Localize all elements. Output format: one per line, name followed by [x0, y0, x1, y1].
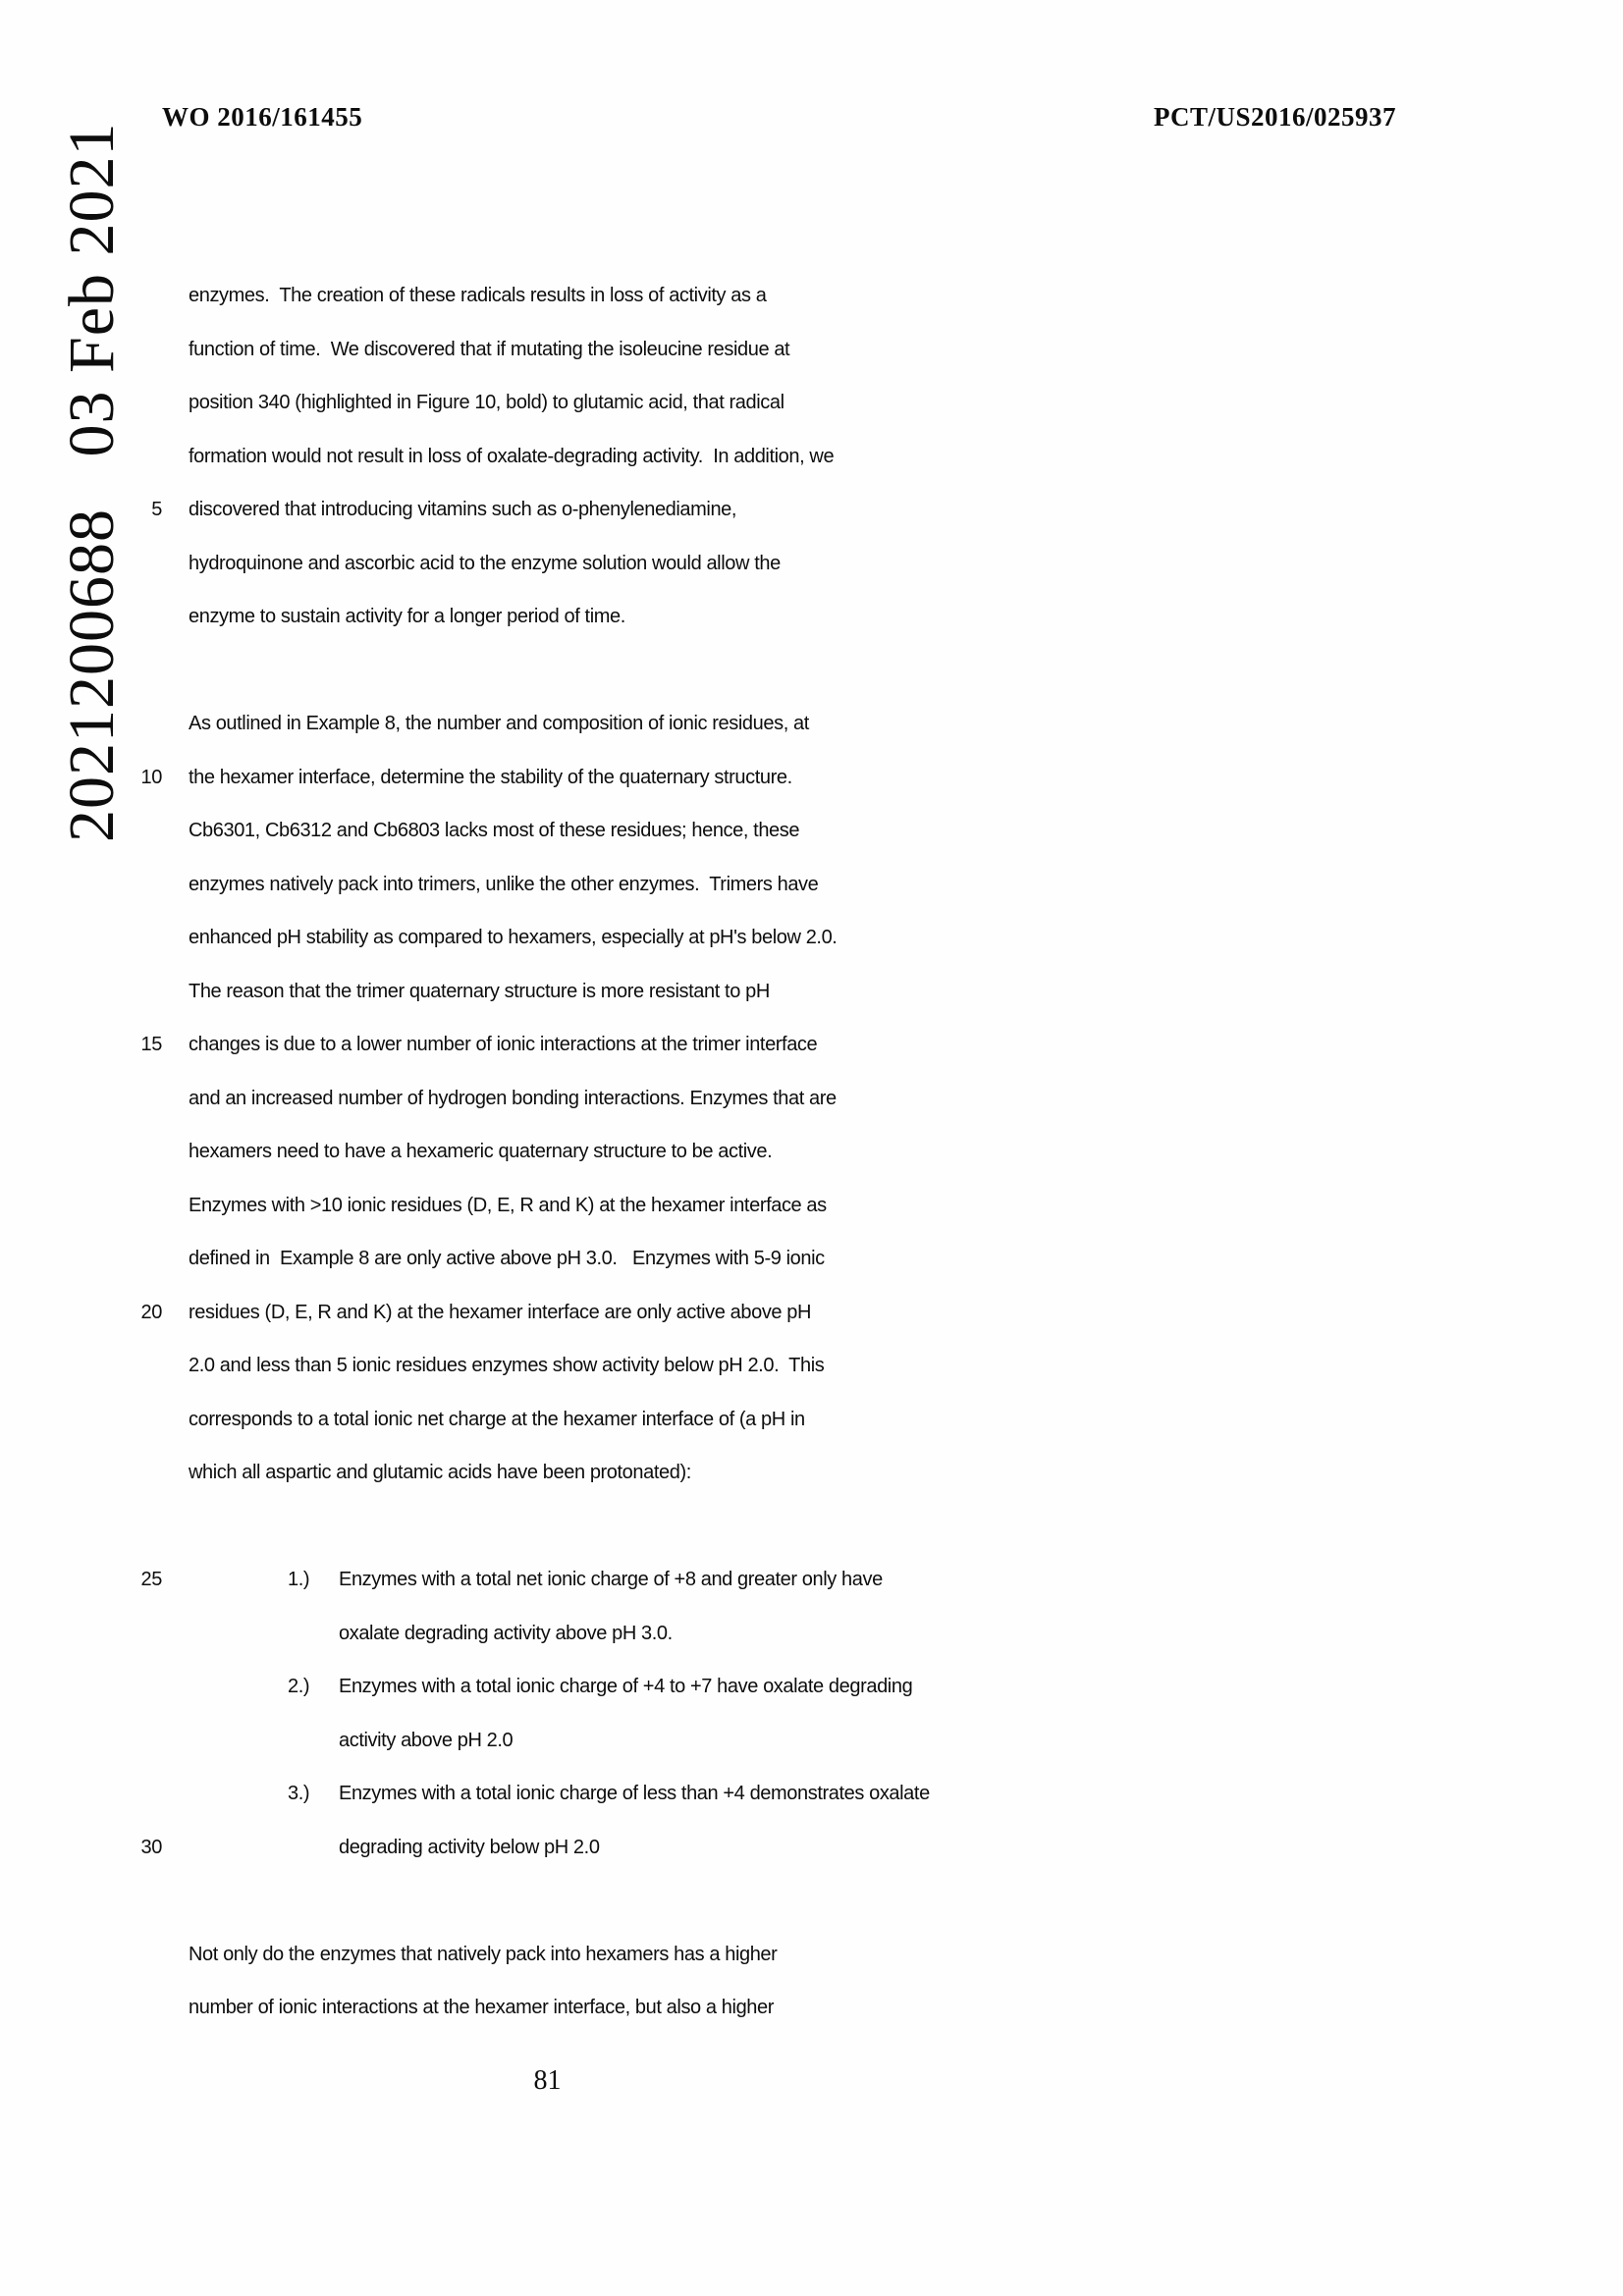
- publication-number: WO 2016/161455: [162, 102, 363, 132]
- text-line: [189, 1942, 777, 1967]
- line-text: Enzymes with >10 ionic residues (D, E, R and K) at the hexamer interface as: [189, 1194, 827, 1216]
- line-text: As outlined in Example 8, the number and composition of ionic residues, at: [189, 713, 809, 734]
- text-line: [189, 1139, 772, 1164]
- line-text: defined in Example 8 are only active above pH 3.0. Enzymes with 5-9 ionic: [189, 1248, 825, 1269]
- line-text: discovered that introducing vitamins such as o-phenylenediamine,: [189, 499, 737, 520]
- line-number: 15: [140, 1034, 162, 1055]
- text-line: [189, 1086, 837, 1111]
- line-text: The reason that the trimer quaternary structure is more resistant to pH: [189, 980, 770, 1002]
- text-line: [189, 1193, 827, 1218]
- text-line: [288, 1674, 912, 1699]
- line-number: 5: [151, 499, 162, 520]
- text-line: [339, 1728, 513, 1753]
- line-number: 30: [140, 1836, 162, 1858]
- text-line: [189, 444, 834, 469]
- line-text: Enzymes with a total net ionic charge of +8 and greater only have: [339, 1569, 883, 1590]
- line-text: Cb6301, Cb6312 and Cb6803 lacks most of these residues; hence, these: [189, 820, 800, 841]
- text-line: [189, 1353, 824, 1378]
- line-text: degrading activity below pH 2.0: [339, 1836, 600, 1858]
- text-line: [189, 283, 767, 308]
- priority-date-stamp: 2021200688 03 Feb 2021: [56, 122, 128, 842]
- text-line: [189, 551, 781, 576]
- application-number: PCT/US2016/025937: [1154, 102, 1397, 132]
- line-text: number of ionic interactions at the hexamer interface, but also a higher: [189, 1997, 774, 2018]
- line-text: enzymes. The creation of these radicals results in loss of activity as a: [189, 285, 767, 306]
- text-line: [189, 497, 736, 522]
- line-text: changes is due to a lower number of ionic interactions at the trimer interface: [189, 1034, 818, 1055]
- line-text: the hexamer interface, determine the stability of the quaternary structure.: [189, 766, 792, 788]
- line-number: 20: [140, 1301, 162, 1323]
- line-text: function of time. We discovered that if mutating the isoleucine residue at: [189, 338, 790, 360]
- text-line: [189, 337, 789, 362]
- line-number: 25: [140, 1569, 162, 1590]
- text-line: [189, 1246, 825, 1271]
- line-text: enhanced pH stability as compared to hexamers, especially at pH's below 2.0.: [189, 927, 838, 948]
- body-text: [189, 283, 1151, 2099]
- line-text: Not only do the enzymes that natively pack into hexamers has a higher: [189, 1943, 778, 1965]
- list-marker: 3.): [288, 1783, 310, 1804]
- line-text: residues (D, E, R and K) at the hexamer interface are only active above pH: [189, 1301, 812, 1323]
- text-line: [339, 1835, 600, 1860]
- line-text: which all aspartic and glutamic acids have been protonated):: [189, 1462, 691, 1483]
- list-marker: 1.): [288, 1569, 310, 1590]
- text-line: [189, 1300, 811, 1325]
- text-line: [189, 1032, 817, 1057]
- text-line: [189, 711, 809, 736]
- text-line: [189, 1995, 774, 2020]
- text-line: [189, 765, 792, 790]
- text-line: [189, 390, 784, 415]
- line-text: 2.0 and less than 5 ionic residues enzymes show activity below pH 2.0. This: [189, 1355, 825, 1376]
- line-text: Enzymes with a total ionic charge of +4 to +7 have oxalate degrading: [339, 1676, 913, 1697]
- text-line: [288, 1781, 930, 1806]
- line-text: hexamers need to have a hexameric quaternary structure to be active.: [189, 1141, 773, 1162]
- line-text: enzyme to sustain activity for a longer period of time.: [189, 606, 625, 627]
- line-text: Enzymes with a total ionic charge of less than +4 demonstrates oxalate: [339, 1783, 930, 1804]
- text-line: [288, 1567, 883, 1592]
- line-text: oxalate degrading activity above pH 3.0.: [339, 1622, 673, 1644]
- text-line: [189, 925, 837, 950]
- list-marker: 2.): [288, 1676, 310, 1697]
- text-line: [189, 604, 625, 629]
- line-text: enzymes natively pack into trimers, unlike the other enzymes. Trimers have: [189, 873, 819, 895]
- line-text: position 340 (highlighted in Figure 10, bold) to glutamic acid, that radical: [189, 392, 784, 413]
- text-line: [189, 872, 818, 897]
- page-number: 81: [533, 2065, 562, 2096]
- line-text: hydroquinone and ascorbic acid to the enzyme solution would allow the: [189, 552, 781, 574]
- text-line: [189, 1460, 691, 1485]
- text-line: [339, 1621, 673, 1646]
- line-text: formation would not result in loss of oxalate-degrading activity. In addition, we: [189, 445, 835, 467]
- line-text: corresponds to a total ionic net charge at the hexamer interface of (a pH in: [189, 1408, 805, 1430]
- line-number: 10: [140, 766, 162, 788]
- line-text: activity above pH 2.0: [339, 1729, 514, 1751]
- text-line: [189, 1407, 805, 1432]
- line-text: and an increased number of hydrogen bonding interactions. Enzymes that are: [189, 1087, 837, 1109]
- text-line: [189, 979, 770, 1004]
- text-line: [189, 818, 799, 843]
- line-numbers-column: [121, 283, 162, 2099]
